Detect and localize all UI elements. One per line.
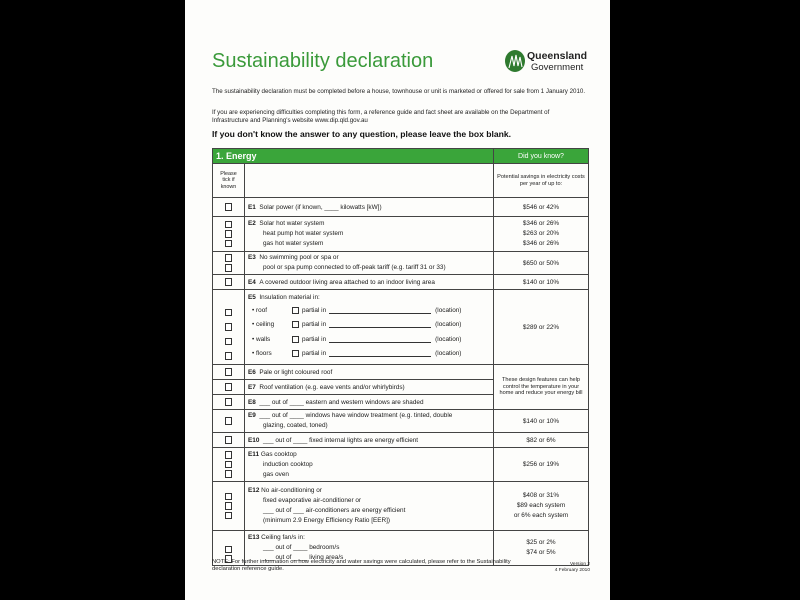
- row-code: E6: [248, 368, 256, 376]
- saving-value: $82 or 6%: [494, 433, 589, 448]
- row-line: ___ out of ____ windows have window treatment (e.g. tinted, double: [259, 412, 453, 419]
- table-row: [213, 198, 589, 217]
- row-line: ___ out of ___ air-conditioners are energy efficient: [263, 507, 406, 514]
- insulation-label: • walls: [252, 335, 271, 343]
- row-line: gas hot water system: [263, 240, 324, 247]
- row-text: Pale or light coloured roof: [259, 368, 333, 376]
- potential-savings-header: Potential savings in electricity costs per year of up to:: [494, 164, 589, 198]
- row-line: No air-conditioning or: [261, 487, 322, 494]
- row-line: fixed evaporative air-conditioner or: [263, 497, 362, 504]
- insulation-label: • roof: [252, 306, 268, 314]
- insulation-item: [248, 303, 490, 318]
- saving-value: $74 or 5%: [526, 549, 556, 556]
- checkbox-e8[interactable]: [225, 398, 233, 406]
- row-line: No swimming pool or spa or: [259, 254, 339, 261]
- section-header-row: [213, 149, 589, 164]
- checkbox-e1[interactable]: [225, 203, 233, 211]
- location-label: (location): [435, 306, 462, 314]
- instruction-heading: If you don't know the answer to any question, please leave the box blank.: [212, 129, 512, 139]
- row-line: pool or spa pump connected to off-peak tariff (e.g. tariff 31 or 33): [263, 264, 446, 271]
- checkbox-e3-no-pool[interactable]: [225, 254, 233, 262]
- section-title: 1. Energy: [213, 149, 494, 164]
- row-code: E12: [248, 487, 260, 494]
- row-text: Solar power (if known, ____ kilowatts [kW]): [259, 203, 382, 211]
- saving-value: $650 or 50%: [494, 252, 589, 275]
- row-code: E11: [248, 450, 260, 458]
- version-number: Version 2: [569, 562, 590, 567]
- checkbox-e9[interactable]: [225, 417, 233, 425]
- location-label: (location): [435, 321, 462, 329]
- crest-icon: [503, 48, 527, 74]
- location-label: (location): [435, 335, 462, 343]
- checkbox-e11-gas-cooktop[interactable]: [225, 451, 233, 459]
- saving-value: $546 or 42%: [494, 198, 589, 217]
- blank-header-cell: [245, 164, 494, 198]
- partial-checkbox-roof[interactable]: [292, 307, 299, 314]
- partial-label: partial in: [302, 321, 327, 329]
- insulation-item: [248, 332, 490, 347]
- checkbox-e10[interactable]: [225, 436, 233, 444]
- row-line: heat pump hot water system: [263, 230, 344, 237]
- row-code: E9: [248, 412, 256, 419]
- checkbox-e12-no-ac[interactable]: [225, 493, 233, 501]
- checkbox-e11-gas-oven[interactable]: [225, 470, 233, 478]
- page-title: Sustainability declaration: [212, 50, 434, 72]
- saving-value: $25 or 2%: [526, 539, 556, 546]
- saving-value: $263 or 20%: [522, 230, 560, 237]
- checkbox-e2-gas[interactable]: [225, 240, 233, 248]
- tick-column-header: Please tick if known: [213, 164, 245, 198]
- location-field-floors[interactable]: [329, 350, 431, 357]
- checkbox-e5-floors[interactable]: [225, 352, 233, 360]
- checkbox-e12-efficient[interactable]: [225, 512, 233, 520]
- location-label: (location): [435, 350, 462, 358]
- insulation-label: • ceiling: [252, 321, 275, 329]
- checkbox-e5-roof[interactable]: [225, 309, 233, 317]
- table-row: [213, 290, 589, 365]
- saving-value: $256 or 19%: [494, 448, 589, 482]
- checkbox-e5-ceiling[interactable]: [225, 323, 233, 331]
- saving-value: $346 or 26%: [522, 240, 560, 247]
- checkbox-e13-bedroom[interactable]: [225, 546, 233, 554]
- checkbox-e5-walls[interactable]: [225, 338, 233, 346]
- partial-label: partial in: [302, 350, 327, 358]
- row-code: E3: [248, 254, 256, 261]
- table-row: [213, 365, 589, 380]
- insulation-label: • floors: [252, 350, 272, 358]
- saving-value: or 6% each system: [513, 512, 569, 519]
- energy-table: [212, 148, 589, 566]
- table-row: [213, 252, 589, 275]
- checkbox-e12-evaporative[interactable]: [225, 502, 233, 510]
- row-line: ___ out of ____ living area/s: [263, 554, 344, 561]
- saving-value: $346 or 26%: [522, 220, 560, 227]
- form-page: [185, 0, 610, 600]
- insulation-item: [248, 318, 490, 333]
- intro-text-2: If you are experiencing difficulties completing this form, a reference guide and fact sheet are available on the Department of Infrastructure and Planning's website www.dip.qld.gov.au: [212, 109, 550, 124]
- checkbox-e11-induction[interactable]: [225, 461, 233, 469]
- did-you-know-heading: Did you know?: [494, 149, 589, 164]
- checkbox-e2-heat-pump[interactable]: [225, 230, 233, 238]
- row-line: (minimum 2.9 Energy Efficiency Ratio [EER]): [263, 517, 391, 524]
- row-line: induction cooktop: [263, 460, 313, 468]
- partial-label: partial in: [302, 306, 327, 314]
- row-line: Ceiling fan/s in:: [261, 534, 305, 541]
- row-code: E4: [248, 278, 256, 286]
- row-line: Solar hot water system: [259, 220, 325, 227]
- table-row: [213, 448, 589, 482]
- checkbox-e3-off-peak[interactable]: [225, 264, 233, 272]
- version-info: [545, 562, 590, 574]
- partial-checkbox-ceiling[interactable]: [292, 321, 299, 328]
- row-text: Roof ventilation (e.g. eave vents and/or whirlybirds): [259, 383, 405, 391]
- row-code: E7: [248, 383, 256, 391]
- row-line: glazing, coated, toned): [263, 422, 328, 429]
- logo-line-2: Government: [531, 62, 584, 73]
- partial-checkbox-walls[interactable]: [292, 336, 299, 343]
- saving-value: $89 each system: [516, 502, 566, 509]
- queensland-government-logo: [503, 48, 601, 76]
- saving-value: $140 or 10%: [494, 275, 589, 290]
- version-date: 4 February 2010: [554, 568, 590, 573]
- row-text: ___ out of ____ fixed internal lights are energy efficient: [262, 436, 419, 444]
- logo-line-1: Queensland: [527, 50, 588, 62]
- row-code: E8: [248, 398, 256, 406]
- footnote: NOTE: For further information on how electricity and water savings were calculated, please refer to the Sustainability declaration reference guide.: [212, 559, 511, 572]
- partial-checkbox-floors[interactable]: [292, 350, 299, 357]
- row-code: E2: [248, 220, 256, 227]
- saving-value: $140 or 10%: [494, 410, 589, 433]
- saving-value: $408 or 31%: [522, 492, 560, 499]
- row-text: A covered outdoor living area attached to an indoor living area: [259, 278, 435, 286]
- row-code: E10: [248, 436, 260, 444]
- checkbox-e7[interactable]: [225, 383, 233, 391]
- column-header-row: [213, 164, 589, 198]
- table-row: [213, 433, 589, 448]
- table-row: [213, 410, 589, 433]
- location-field-roof[interactable]: [329, 307, 431, 314]
- checkbox-e2-solar[interactable]: [225, 221, 233, 229]
- insulation-item: [248, 347, 490, 362]
- row-text: ___ out of ____ eastern and western windows are shaded: [259, 398, 424, 406]
- row-code: E13: [248, 534, 260, 541]
- saving-value: $289 or 22%: [494, 290, 589, 365]
- row-line: gas oven: [263, 470, 289, 478]
- table-row: [213, 482, 589, 531]
- design-features-note: These design features can help control the temperature in your home and reduce your energy bill: [494, 365, 589, 410]
- row-line: ___ out of ____ bedroom/s: [263, 544, 340, 551]
- location-field-walls[interactable]: [329, 336, 431, 343]
- row-code: E1: [248, 203, 256, 211]
- row-code: E5: [248, 294, 256, 301]
- row-line: Gas cooktop: [260, 450, 297, 458]
- checkbox-e6[interactable]: [225, 368, 233, 376]
- partial-label: partial in: [302, 335, 327, 343]
- table-row: [213, 217, 589, 252]
- location-field-ceiling[interactable]: [329, 321, 431, 328]
- intro-text-1: The sustainability declaration must be completed before a house, townhouse or unit is marketed or offered for sale from 1 January 2010.: [212, 88, 586, 95]
- row-text: Insulation material in:: [259, 294, 320, 301]
- checkbox-e4[interactable]: [225, 278, 233, 286]
- table-row: [213, 275, 589, 290]
